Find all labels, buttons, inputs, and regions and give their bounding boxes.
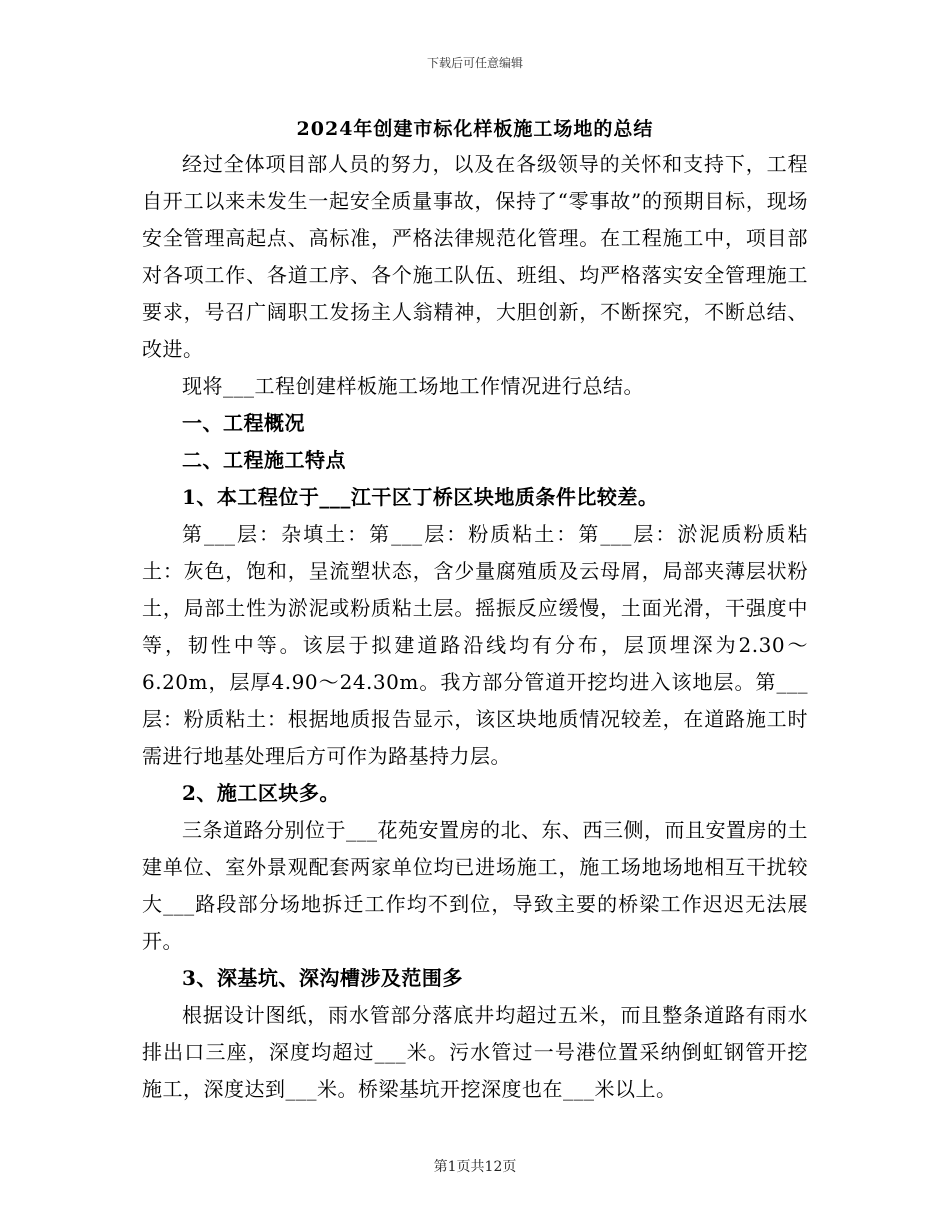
document-title: 2024年创建市标化样板施工场地的总结	[296, 118, 654, 140]
section-heading: 二、工程施工特点	[182, 448, 346, 472]
paragraph: 现将___工程创建样板施工场地工作情况进行总结。	[182, 374, 644, 398]
subsection-heading: 2、施工区块多。	[182, 781, 340, 805]
header-note: 下载后可任意编辑	[426, 56, 523, 70]
subsection-heading: 1、本工程位于___江干区丁桥区块地质条件比较差。	[182, 485, 659, 509]
document-body	[142, 146, 808, 1108]
paragraph: 根据设计图纸，雨水管部分落底井均超过五米，而且整条道路有雨水排出口三座，深度均超过___米。污水管过一号港位置采纳倒虹钢管开挖施工，深度达到___米。桥梁基坑开挖深度也在___米以上。	[142, 1003, 808, 1101]
paragraph: 经过全体项目部人员的努力，以及在各级领导的关怀和支持下，工程自开工以来未发生一起安全质量事故，保持了“零事故”的预期目标，现场安全管理高起点、高标准，严格法律规范化管理。在工程施工中，项目部对各项工作、各道工序、各个施工队伍、班组、均严格落实安全管理施工要求，号召广阔职工发扬主人翁精神，大胆创新，不断探究，不断总结、改进。	[142, 152, 808, 361]
page-footer: 第1页共12页	[433, 1159, 517, 1175]
subsection-heading: 3、深基坑、深沟槽涉及范围多	[182, 966, 463, 990]
paragraph: 三条道路分别位于___花苑安置房的北、东、西三侧，而且安置房的土建单位、室外景观配套两家单位均已进场施工，施工场地场地相互干扰较大___路段部分场地拆迁工作均不到位，导致主要的桥梁工作迟迟无法展开。	[142, 818, 808, 953]
section-heading: 一、工程概况	[182, 411, 305, 435]
paragraph: 第___层：杂填土：第___层：粉质粘土：第___层：淤泥质粉质粘土：灰色，饱和，呈流塑状态，含少量腐殖质及云母屑，局部夹薄层状粉土，局部土性为淤泥或粉质粘土层。摇振反应缓慢，土面光滑，干强度中等，韧性中等。该层于拟建道路沿线均有分布，层顶埋深为2.30～6.20m，层厚4.90～24.30m。我方部分管道开挖均进入该地层。第___层：粉质粘土：根据地质报告显示，该区块地质情况较差，在道路施工时需进行地基处理后方可作为路基持力层。	[142, 522, 808, 768]
